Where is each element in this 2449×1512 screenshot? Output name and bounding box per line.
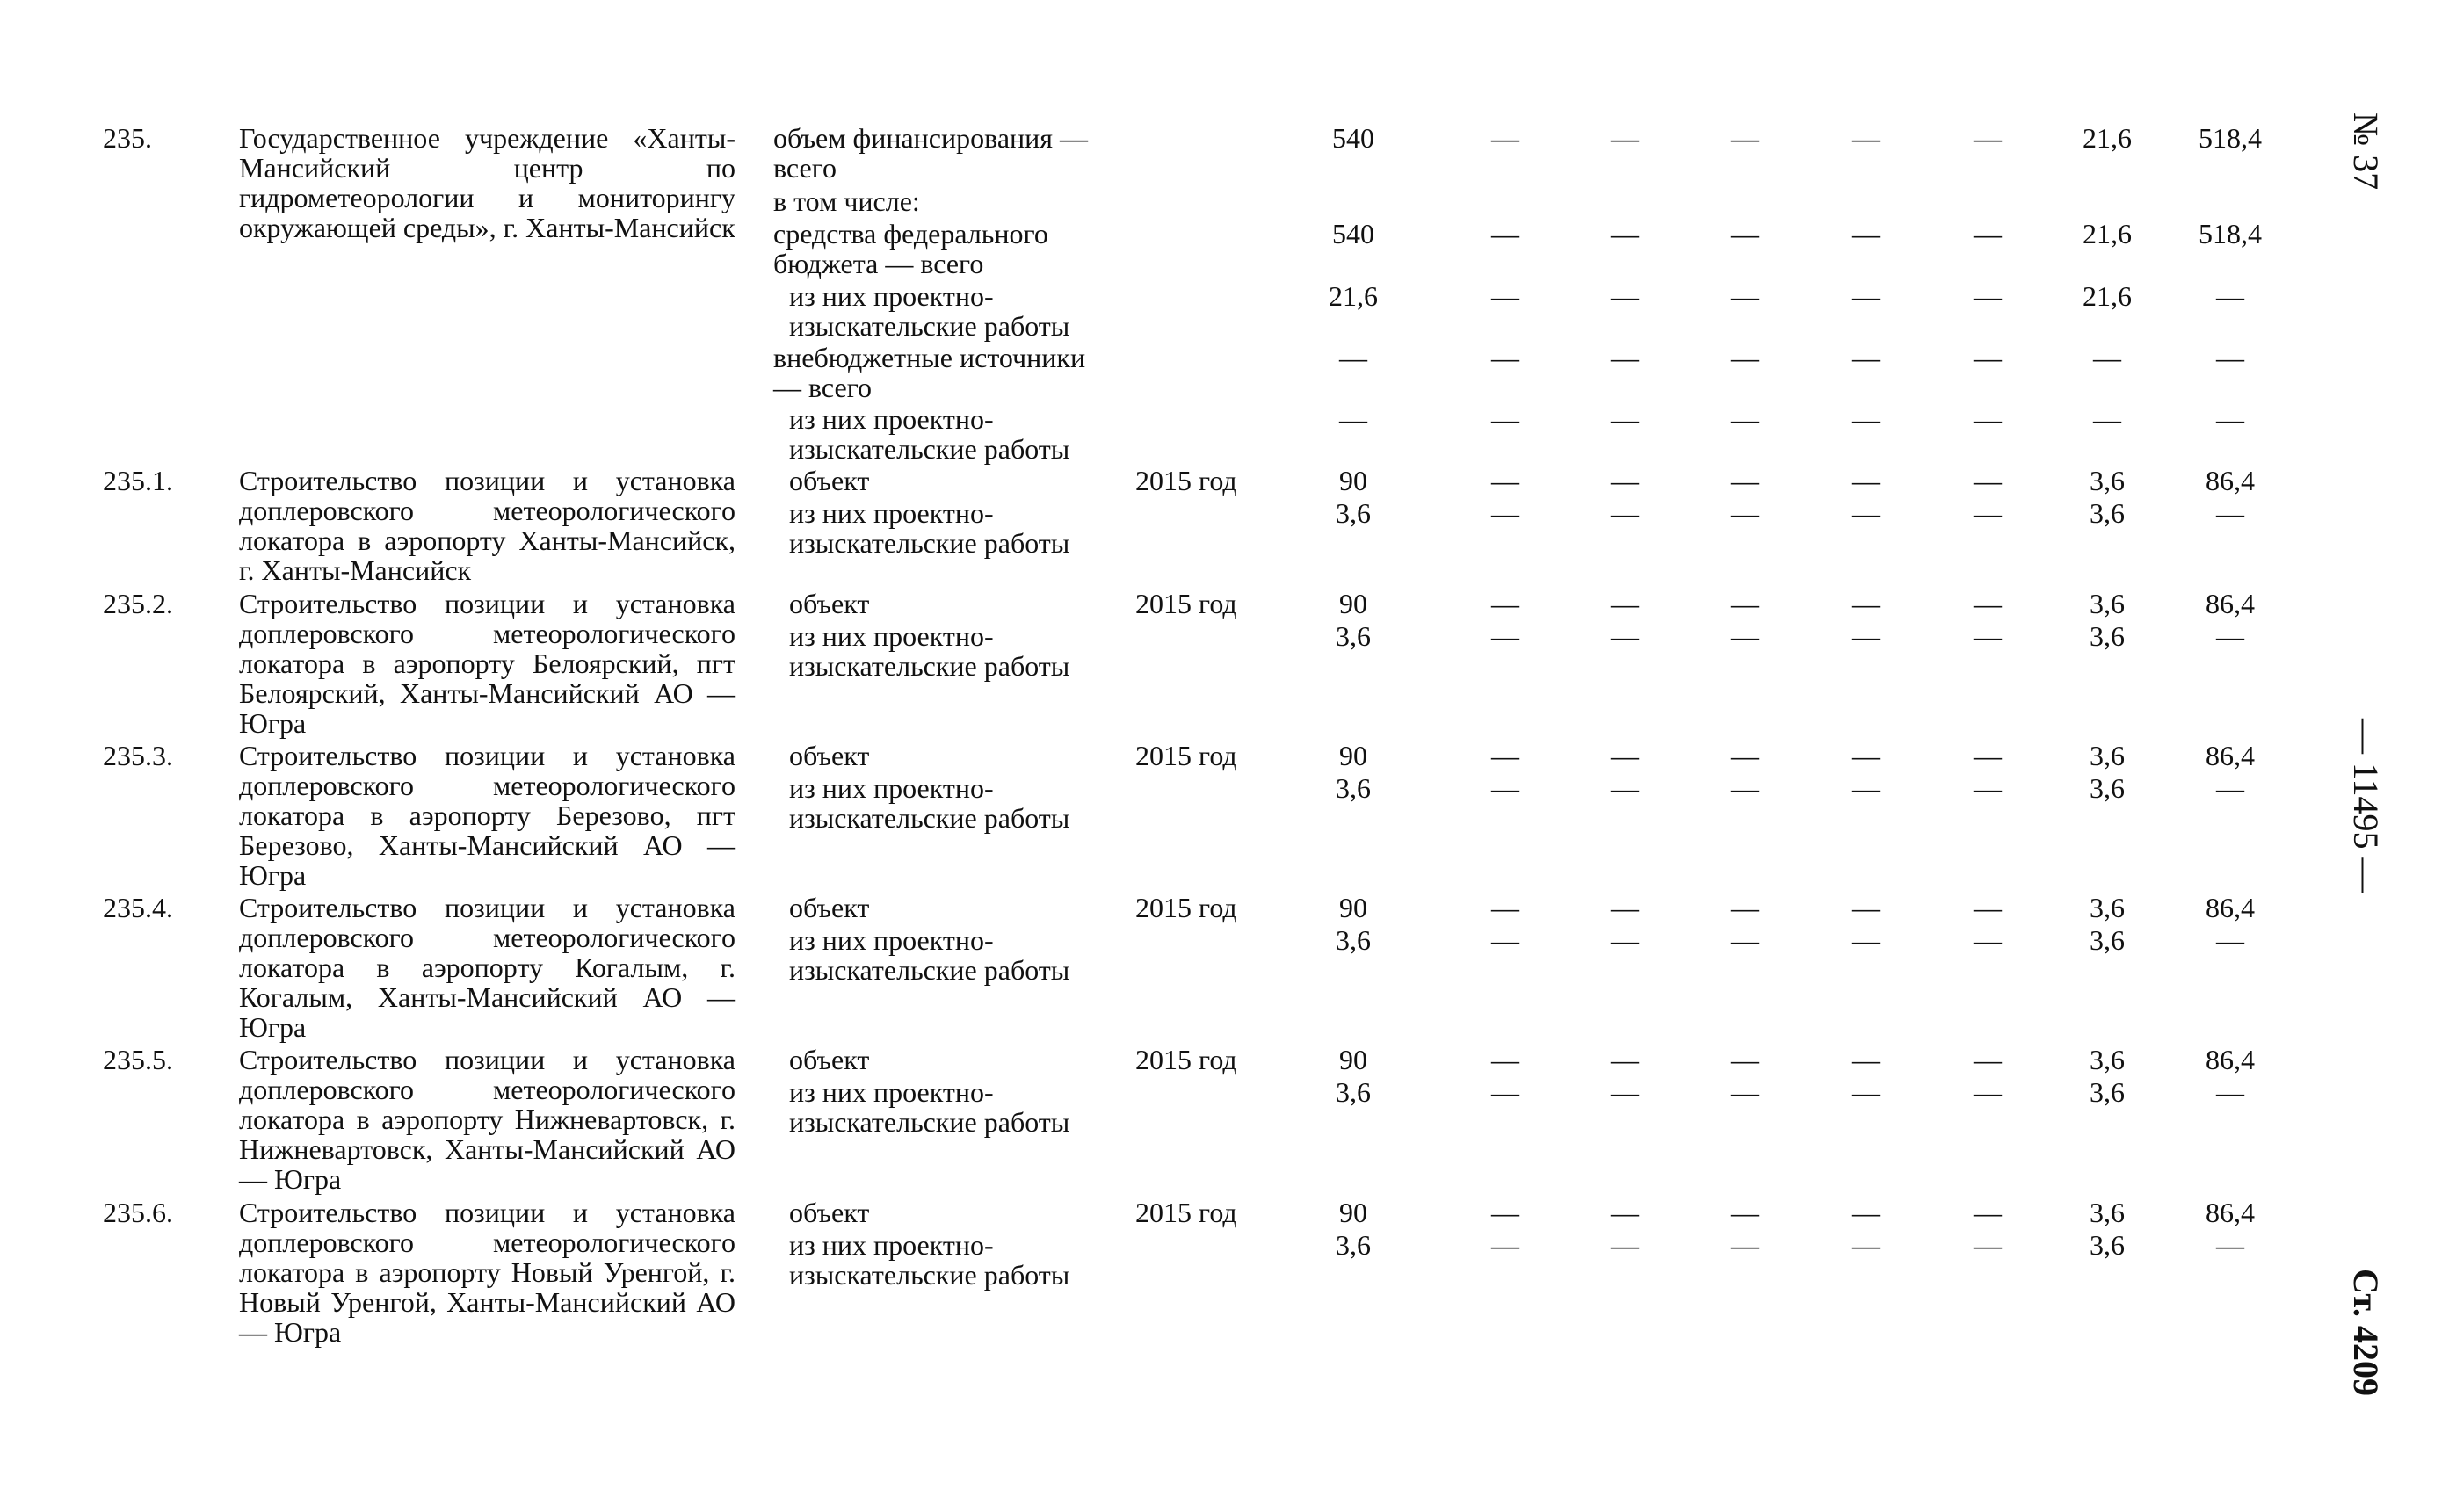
row-number: 235.5. bbox=[103, 1044, 173, 1075]
value-cell: 3,6 bbox=[2090, 620, 2125, 652]
indicator-label: из них проектно-изыскательские работы bbox=[789, 620, 1070, 682]
value-cell: — bbox=[1731, 1044, 1759, 1075]
year-cell: 2015 год bbox=[1135, 1197, 1237, 1228]
value-cell: — bbox=[1731, 342, 1759, 373]
value-cell: — bbox=[1852, 1229, 1880, 1261]
value-cell: — bbox=[1491, 497, 1519, 529]
value-cell: — bbox=[1611, 342, 1639, 373]
row-number: 235.4. bbox=[103, 892, 173, 923]
value-cell: 540 bbox=[1332, 218, 1374, 250]
value-cell: — bbox=[2216, 1076, 2244, 1108]
year-cell: 2015 год bbox=[1135, 740, 1237, 771]
value-cell: — bbox=[1491, 280, 1519, 312]
value-cell: — bbox=[2216, 620, 2244, 652]
value-cell: — bbox=[1974, 740, 2002, 771]
value-cell: — bbox=[1852, 772, 1880, 804]
indicator-label: в том числе: bbox=[773, 185, 920, 217]
value-cell: — bbox=[1731, 218, 1759, 250]
value-cell: — bbox=[1852, 122, 1880, 154]
value-cell: — bbox=[1731, 1076, 1759, 1108]
indicator-label: из них проектно-изыскательские работы bbox=[789, 280, 1070, 342]
value-cell: 90 bbox=[1339, 892, 1367, 923]
indicator-label: объект bbox=[789, 1044, 870, 1075]
row-name: Строительство позиции и установка доплеровского метеорологического локатора в аэропорту Белоярский, пгт Белоярский, Ханты-Мансийский АО — Югра bbox=[239, 588, 735, 739]
value-cell: — bbox=[1611, 497, 1639, 529]
value-cell: — bbox=[1731, 122, 1759, 154]
value-cell: — bbox=[1491, 218, 1519, 250]
value-cell: — bbox=[1731, 740, 1759, 771]
value-cell: — bbox=[2216, 497, 2244, 529]
value-cell: — bbox=[1974, 497, 2002, 529]
value-cell: — bbox=[1339, 342, 1367, 373]
value-cell: — bbox=[1611, 740, 1639, 771]
value-cell: — bbox=[1974, 924, 2002, 956]
value-cell: — bbox=[1852, 218, 1880, 250]
value-cell: — bbox=[2216, 924, 2244, 956]
value-cell: — bbox=[1974, 772, 2002, 804]
year-cell: 2015 год bbox=[1135, 588, 1237, 619]
value-cell: 86,4 bbox=[2206, 588, 2255, 619]
indicator-label: объект bbox=[789, 465, 870, 496]
value-cell: — bbox=[1611, 620, 1639, 652]
value-cell: — bbox=[1731, 465, 1759, 496]
value-cell: — bbox=[1611, 403, 1639, 435]
indicator-label: объем финансирования — всего bbox=[773, 122, 1088, 184]
value-cell: — bbox=[1852, 620, 1880, 652]
value-cell: 90 bbox=[1339, 740, 1367, 771]
value-cell: 3,6 bbox=[2090, 497, 2125, 529]
indicator-label: из них проектно-изыскательские работы bbox=[789, 772, 1070, 834]
value-cell: — bbox=[1339, 403, 1367, 435]
value-cell: 90 bbox=[1339, 465, 1367, 496]
value-cell: — bbox=[1852, 1044, 1880, 1075]
indicator-label: средства федерального бюджета — всего bbox=[773, 218, 1048, 279]
value-cell: 21,6 bbox=[2083, 218, 2132, 250]
value-cell: — bbox=[1731, 620, 1759, 652]
value-cell: — bbox=[1731, 588, 1759, 619]
row-number: 235.1. bbox=[103, 465, 173, 496]
value-cell: — bbox=[1852, 342, 1880, 373]
value-cell: — bbox=[1852, 588, 1880, 619]
year-cell: 2015 год bbox=[1135, 465, 1237, 496]
value-cell: — bbox=[1974, 403, 2002, 435]
value-cell: — bbox=[1611, 1076, 1639, 1108]
value-cell: 86,4 bbox=[2206, 1197, 2255, 1228]
indicator-label: внебюджетные источники — всего bbox=[773, 342, 1086, 403]
value-cell: 3,6 bbox=[2090, 588, 2125, 619]
value-cell: — bbox=[2216, 1229, 2244, 1261]
value-cell: — bbox=[1491, 342, 1519, 373]
value-cell: — bbox=[1974, 588, 2002, 619]
value-cell: 86,4 bbox=[2206, 1044, 2255, 1075]
value-cell: — bbox=[1974, 1044, 2002, 1075]
value-cell: 90 bbox=[1339, 1197, 1367, 1228]
value-cell: — bbox=[1491, 588, 1519, 619]
value-cell: — bbox=[1611, 122, 1639, 154]
year-cell: 2015 год bbox=[1135, 892, 1237, 923]
row-number: 235.6. bbox=[103, 1197, 173, 1228]
value-cell: — bbox=[1974, 1076, 2002, 1108]
value-cell: — bbox=[1611, 588, 1639, 619]
value-cell: — bbox=[1974, 280, 2002, 312]
value-cell: 86,4 bbox=[2206, 465, 2255, 496]
value-cell: 86,4 bbox=[2206, 892, 2255, 923]
value-cell: — bbox=[1491, 620, 1519, 652]
value-cell: — bbox=[1491, 924, 1519, 956]
value-cell: — bbox=[1974, 620, 2002, 652]
value-cell: 3,6 bbox=[1336, 1229, 1371, 1261]
value-cell: 3,6 bbox=[2090, 772, 2125, 804]
value-cell: — bbox=[1974, 218, 2002, 250]
value-cell: — bbox=[1731, 280, 1759, 312]
value-cell: — bbox=[2093, 342, 2121, 373]
value-cell: 3,6 bbox=[1336, 620, 1371, 652]
indicator-label: из них проектно-изыскательские работы bbox=[789, 497, 1070, 559]
value-cell: 3,6 bbox=[2090, 465, 2125, 496]
issue-number-label: № 37 bbox=[2346, 112, 2386, 191]
value-cell: 90 bbox=[1339, 588, 1367, 619]
row-name: Строительство позиции и установка доплеровского метеорологического локатора в аэропорту Новый Уренгой, г. Новый Уренгой, Ханты-Мансийский АО — Югра bbox=[239, 1197, 735, 1348]
row-name: Строительство позиции и установка доплеровского метеорологического локатора в аэропорту Когалым, г. Когалым, Ханты-Мансийский АО — Югра bbox=[239, 892, 735, 1043]
value-cell: — bbox=[1852, 1197, 1880, 1228]
value-cell: 3,6 bbox=[2090, 740, 2125, 771]
value-cell: — bbox=[1974, 122, 2002, 154]
value-cell: — bbox=[2216, 280, 2244, 312]
value-cell: — bbox=[1611, 280, 1639, 312]
indicator-label: из них проектно-изыскательские работы bbox=[789, 403, 1070, 465]
value-cell: — bbox=[1852, 403, 1880, 435]
value-cell: 21,6 bbox=[1329, 280, 1378, 312]
value-cell: — bbox=[1852, 280, 1880, 312]
value-cell: — bbox=[1611, 772, 1639, 804]
value-cell: 86,4 bbox=[2206, 740, 2255, 771]
row-name: Строительство позиции и установка доплеровского метеорологического локатора в аэропорту Ханты-Мансийск, г. Ханты-Мансийск bbox=[239, 465, 735, 586]
indicator-label: объект bbox=[789, 588, 870, 619]
value-cell: — bbox=[1852, 892, 1880, 923]
value-cell: — bbox=[1731, 497, 1759, 529]
value-cell: — bbox=[1974, 342, 2002, 373]
row-number: 235.3. bbox=[103, 740, 173, 771]
value-cell: 3,6 bbox=[1336, 497, 1371, 529]
value-cell: — bbox=[1611, 1229, 1639, 1261]
value-cell: — bbox=[1731, 892, 1759, 923]
row-number: 235. bbox=[103, 122, 152, 154]
value-cell: 3,6 bbox=[2090, 1229, 2125, 1261]
value-cell: — bbox=[1731, 403, 1759, 435]
value-cell: — bbox=[1852, 1076, 1880, 1108]
value-cell: — bbox=[1611, 924, 1639, 956]
value-cell: — bbox=[1491, 465, 1519, 496]
value-cell: — bbox=[2216, 403, 2244, 435]
value-cell: — bbox=[1491, 403, 1519, 435]
value-cell: 3,6 bbox=[2090, 1044, 2125, 1075]
value-cell: — bbox=[1491, 772, 1519, 804]
indicator-label: объект bbox=[789, 892, 870, 923]
value-cell: 3,6 bbox=[1336, 1076, 1371, 1108]
value-cell: — bbox=[1491, 1229, 1519, 1261]
value-cell: — bbox=[2216, 342, 2244, 373]
value-cell: — bbox=[1611, 1197, 1639, 1228]
value-cell: 3,6 bbox=[1336, 924, 1371, 956]
value-cell: — bbox=[1491, 1044, 1519, 1075]
value-cell: — bbox=[1611, 218, 1639, 250]
value-cell: — bbox=[1852, 497, 1880, 529]
value-cell: — bbox=[2093, 403, 2121, 435]
indicator-label: из них проектно-изыскательские работы bbox=[789, 924, 1070, 986]
value-cell: — bbox=[1974, 892, 2002, 923]
value-cell: 21,6 bbox=[2083, 122, 2132, 154]
value-cell: — bbox=[1731, 1229, 1759, 1261]
value-cell: — bbox=[1611, 465, 1639, 496]
value-cell: 3,6 bbox=[2090, 892, 2125, 923]
article-number-label: Ст. 4209 bbox=[2346, 1269, 2386, 1396]
indicator-label: из них проектно-изыскательские работы bbox=[789, 1229, 1070, 1291]
value-cell: 518,4 bbox=[2199, 122, 2262, 154]
value-cell: — bbox=[1852, 924, 1880, 956]
indicator-label: объект bbox=[789, 1197, 870, 1228]
value-cell: — bbox=[1731, 924, 1759, 956]
value-cell: 518,4 bbox=[2199, 218, 2262, 250]
value-cell: 3,6 bbox=[2090, 924, 2125, 956]
value-cell: — bbox=[1974, 1229, 2002, 1261]
row-name: Государственное учреждение «Ханты-Мансийский центр по гидрометеорологии и мониторингу окружающей среды», г. Ханты-Мансийск bbox=[239, 122, 735, 243]
value-cell: — bbox=[1611, 1044, 1639, 1075]
value-cell: 540 bbox=[1332, 122, 1374, 154]
value-cell: — bbox=[1731, 1197, 1759, 1228]
value-cell: — bbox=[1852, 740, 1880, 771]
indicator-label: объект bbox=[789, 740, 870, 771]
value-cell: 21,6 bbox=[2083, 280, 2132, 312]
value-cell: — bbox=[1491, 122, 1519, 154]
indicator-label: из них проектно-изыскательские работы bbox=[789, 1076, 1070, 1138]
value-cell: — bbox=[1491, 1076, 1519, 1108]
value-cell: 90 bbox=[1339, 1044, 1367, 1075]
value-cell: — bbox=[1974, 465, 2002, 496]
year-cell: 2015 год bbox=[1135, 1044, 1237, 1075]
value-cell: — bbox=[1731, 772, 1759, 804]
page-range-label: — 11495 — bbox=[2346, 719, 2386, 893]
value-cell: — bbox=[1852, 465, 1880, 496]
value-cell: — bbox=[1491, 740, 1519, 771]
value-cell: 3,6 bbox=[2090, 1197, 2125, 1228]
value-cell: — bbox=[1611, 892, 1639, 923]
value-cell: — bbox=[1491, 1197, 1519, 1228]
value-cell: — bbox=[1491, 892, 1519, 923]
value-cell: — bbox=[1974, 1197, 2002, 1228]
row-name: Строительство позиции и установка доплеровского метеорологического локатора в аэропорту Нижневартовск, г. Нижневартовск, Ханты-Мансийский АО — Югра bbox=[239, 1044, 735, 1195]
row-name: Строительство позиции и установка доплеровского метеорологического локатора в аэропорту Березово, пгт Березово, Ханты-Мансийский АО — Югра bbox=[239, 740, 735, 891]
row-number: 235.2. bbox=[103, 588, 173, 619]
value-cell: — bbox=[2216, 772, 2244, 804]
value-cell: 3,6 bbox=[1336, 772, 1371, 804]
value-cell: 3,6 bbox=[2090, 1076, 2125, 1108]
